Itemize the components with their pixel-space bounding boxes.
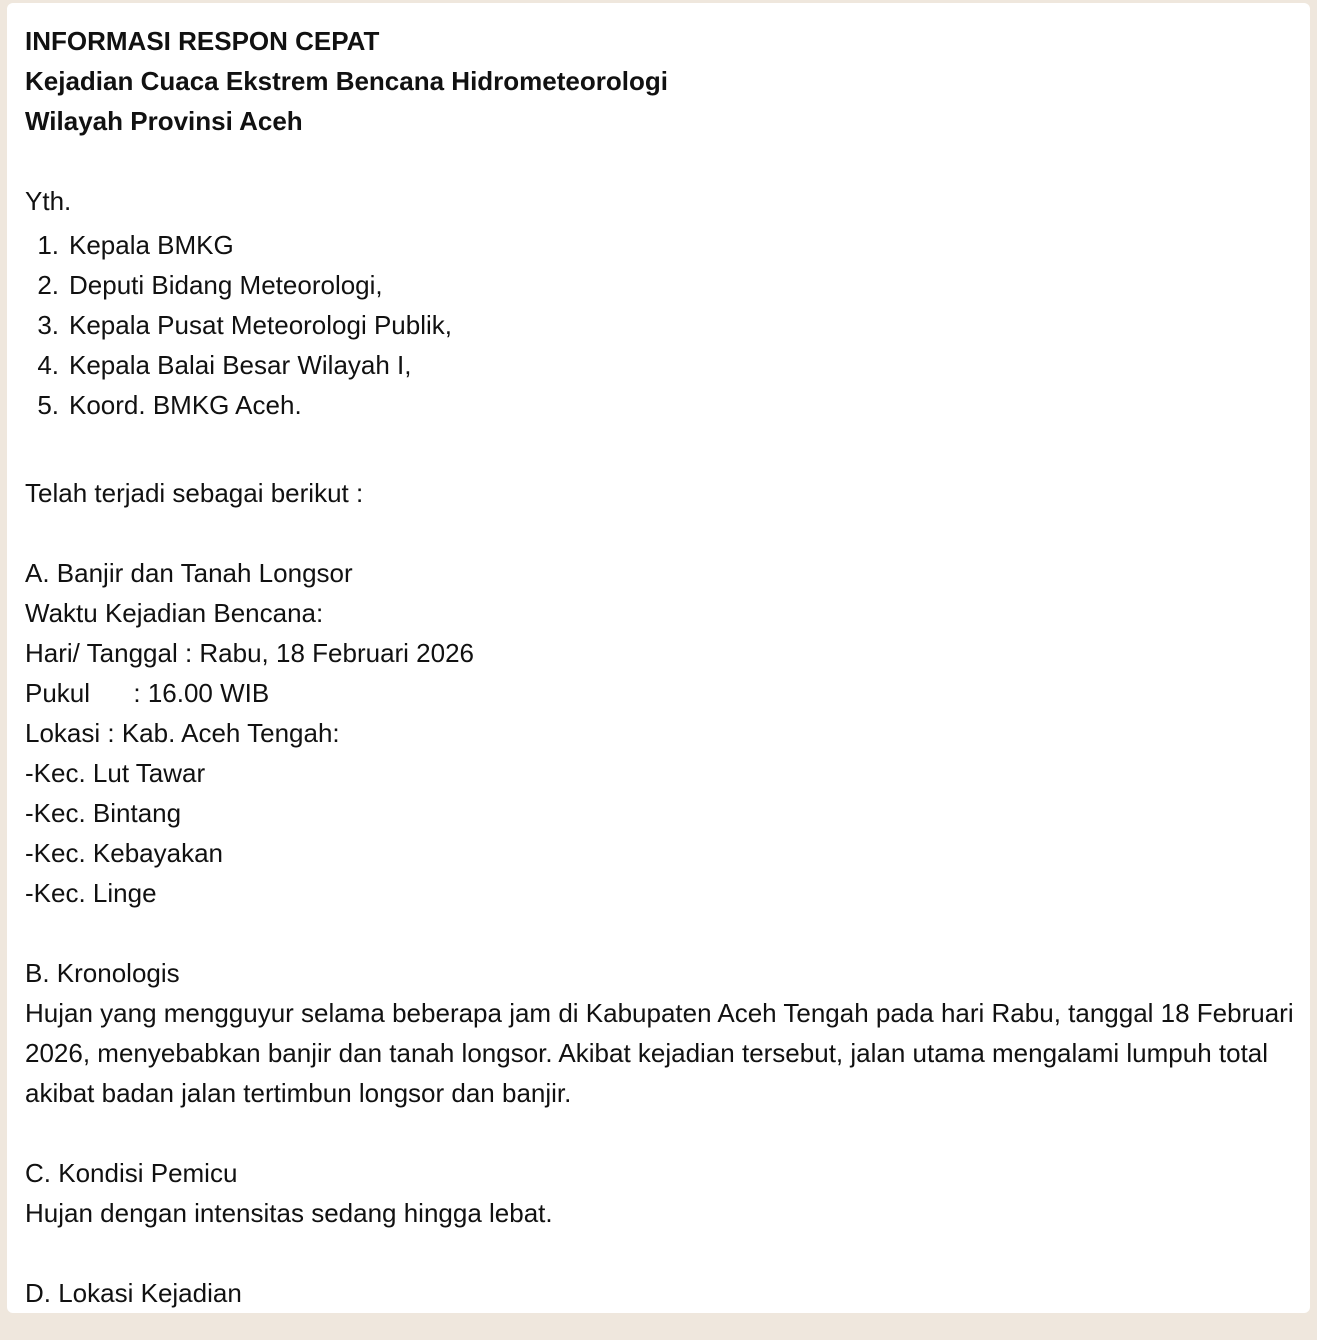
report-title: INFORMASI RESPON CEPAT xyxy=(25,26,380,56)
district-item: -Kec. Linge xyxy=(25,878,157,908)
list-item: 5. Koord. BMKG Aceh. xyxy=(37,390,302,420)
list-item: 4. Kepala Balai Besar Wilayah I, xyxy=(37,350,412,380)
chronology-text: Hujan yang mengguyur selama beberapa jam di Kabupaten Aceh Tengah pada hari Rabu, tanggal 18 Februari 2026, menyebabkan banjir dan tanah longsor. Akibat kejadian tersebut, jalan utama mengalami lumpuh total akibat badan jalan tertimbun longsor dan banjir. xyxy=(25,998,1294,1108)
time-label: Waktu Kejadian Bencana: xyxy=(25,598,324,628)
section-a-heading: A. Banjir dan Tanah Longsor xyxy=(25,558,353,588)
trigger-text: Hujan dengan intensitas sedang hingga lebat. xyxy=(25,1198,553,1228)
message-text xyxy=(25,21,1303,1313)
list-item: 1. Kepala BMKG xyxy=(37,230,234,260)
section-c-heading: C. Kondisi Pemicu xyxy=(25,1158,238,1188)
message-bubble xyxy=(7,3,1310,1313)
greeting: Yth. xyxy=(25,186,72,216)
list-item: 2. Deputi Bidang Meteorologi, xyxy=(37,270,383,300)
district-item: -Kec. Lut Tawar xyxy=(25,758,206,788)
hour-line: Pukul : 16.00 WIB xyxy=(25,678,270,708)
district-item: -Kec. Kebayakan xyxy=(25,838,224,868)
section-b-heading: B. Kronologis xyxy=(25,958,180,988)
chat-background-strip xyxy=(0,1313,1317,1340)
report-region: Wilayah Provinsi Aceh xyxy=(25,106,303,136)
section-d-heading: D. Lokasi Kejadian xyxy=(25,1278,242,1308)
recipient-list xyxy=(25,225,1303,425)
district-item: -Kec. Bintang xyxy=(25,798,182,828)
report-subtitle: Kejadian Cuaca Ekstrem Bencana Hidrometeorologi xyxy=(25,66,668,96)
location-line: Lokasi : Kab. Aceh Tengah: xyxy=(25,718,340,748)
date-line: Hari/ Tanggal : Rabu, 18 Februari 2026 xyxy=(25,638,475,668)
intro-text: Telah terjadi sebagai berikut : xyxy=(25,478,364,508)
list-item: 3. Kepala Pusat Meteorologi Publik, xyxy=(37,310,453,340)
